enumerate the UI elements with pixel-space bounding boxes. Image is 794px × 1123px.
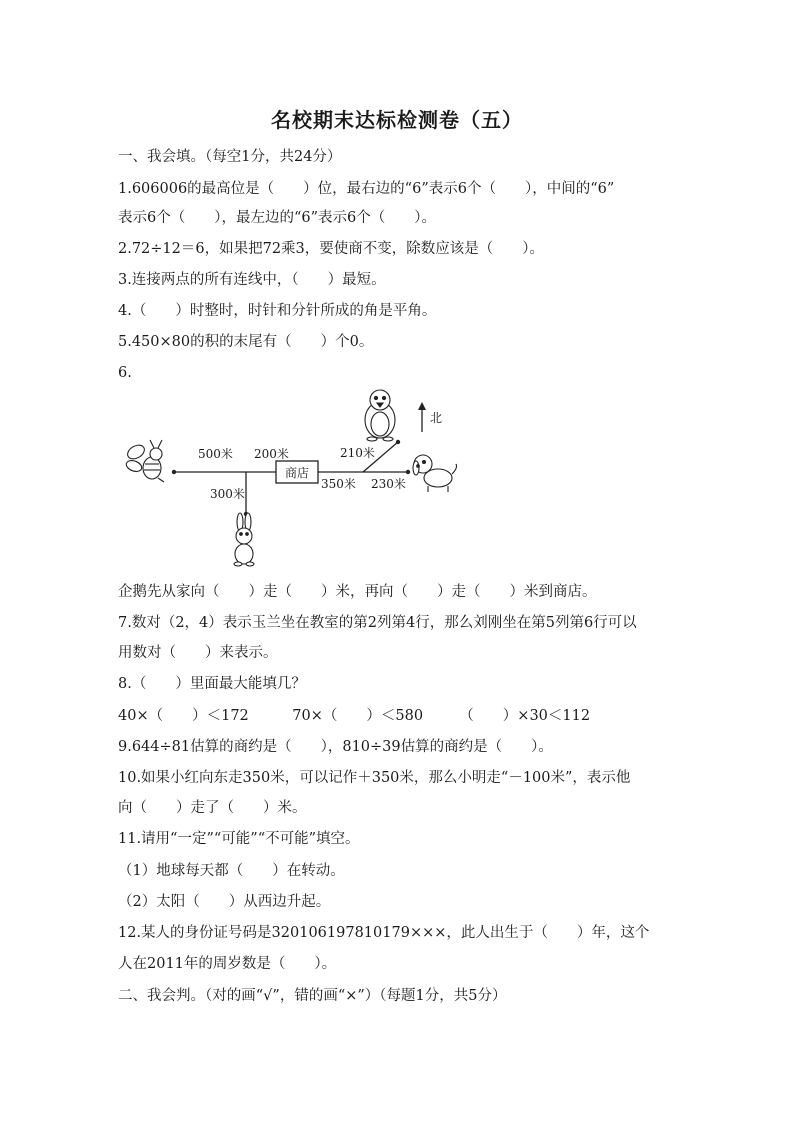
question-8-items: 40×（ ）＜172 70×（ ）＜580 （ ）×30＜112	[118, 708, 591, 724]
penguin-icon	[365, 390, 395, 441]
distance-300: 300米	[210, 487, 245, 501]
question-6-text: 企鹅先从家向（ ）走（ ）米，再向（ ）走（ ）米到商店。	[118, 584, 597, 600]
distance-200: 200米	[254, 447, 289, 461]
north-label: 北	[430, 411, 443, 425]
shop-label: 商店	[284, 466, 310, 480]
distance-500: 500米	[198, 447, 233, 461]
section-1-heading: 一、我会填。（每空1分，共24分）	[118, 149, 342, 165]
question-7-line-2: 用数对（ ）来表示。	[118, 645, 278, 661]
distance-210: 210米	[340, 446, 375, 460]
north-arrow-icon	[418, 402, 426, 432]
question-6-number: 6.	[118, 365, 132, 381]
question-12-line-1: 12.某人的身份证号码是320106197810179×××，此人出生于（ ）年，这个	[118, 925, 650, 941]
question-11: 11.请用“一定”“可能”“不可能”填空。	[118, 831, 360, 847]
question-3: 3.连接两点的所有连线中，（ ）最短。	[118, 272, 386, 288]
section-2-heading: 二、我会判。（对的画“√”，错的画“×”）（每题1分，共5分）	[118, 988, 507, 1004]
question-2: 2.72÷12＝6，如果把72乘3，要使商不变，除数应该是（ ）。	[118, 241, 545, 257]
question-11-part-2: （2）太阳（ ）从西边升起。	[118, 894, 331, 910]
route-diagram	[118, 386, 478, 576]
bee-icon	[125, 440, 164, 482]
dog-icon	[413, 455, 457, 492]
page-title: 名校期末达标检测卷（五）	[271, 108, 523, 132]
question-1-line-2: 表示6个（ ），最左边的“6”表示6个（ ）。	[118, 210, 436, 226]
question-10-line-2: 向（ ）走了（ ）米。	[118, 800, 307, 816]
question-11-part-1: （1）地球每天都（ ）在转动。	[118, 863, 345, 879]
question-1-line-1: 1.606006的最高位是（ ）位，最右边的“6”表示6个（ ），中间的“6”	[118, 181, 615, 197]
question-4: 4.（ ）时整时，时针和分针所成的角是平角。	[118, 303, 437, 319]
question-9: 9.644÷81估算的商约是（ ），810÷39估算的商约是（ ）。	[118, 739, 553, 755]
question-7-line-1: 7.数对（2，4）表示玉兰坐在教室的第2列第4行，那么刘刚坐在第5列第6行可以	[118, 615, 637, 631]
question-12-line-2: 人在2011年的周岁数是（ ）。	[118, 956, 337, 972]
question-8: 8.（ ）里面最大能填几？	[118, 676, 306, 692]
distance-230: 230米	[371, 477, 406, 491]
rabbit-icon	[234, 513, 254, 566]
question-10-line-1: 10.如果小红向东走350米，可以记作＋350米，那么小明走“－100米”，表示他	[118, 770, 631, 786]
distance-350: 350米	[321, 477, 356, 491]
question-5: 5.450×80的积的末尾有（ ）个0。	[118, 334, 374, 350]
